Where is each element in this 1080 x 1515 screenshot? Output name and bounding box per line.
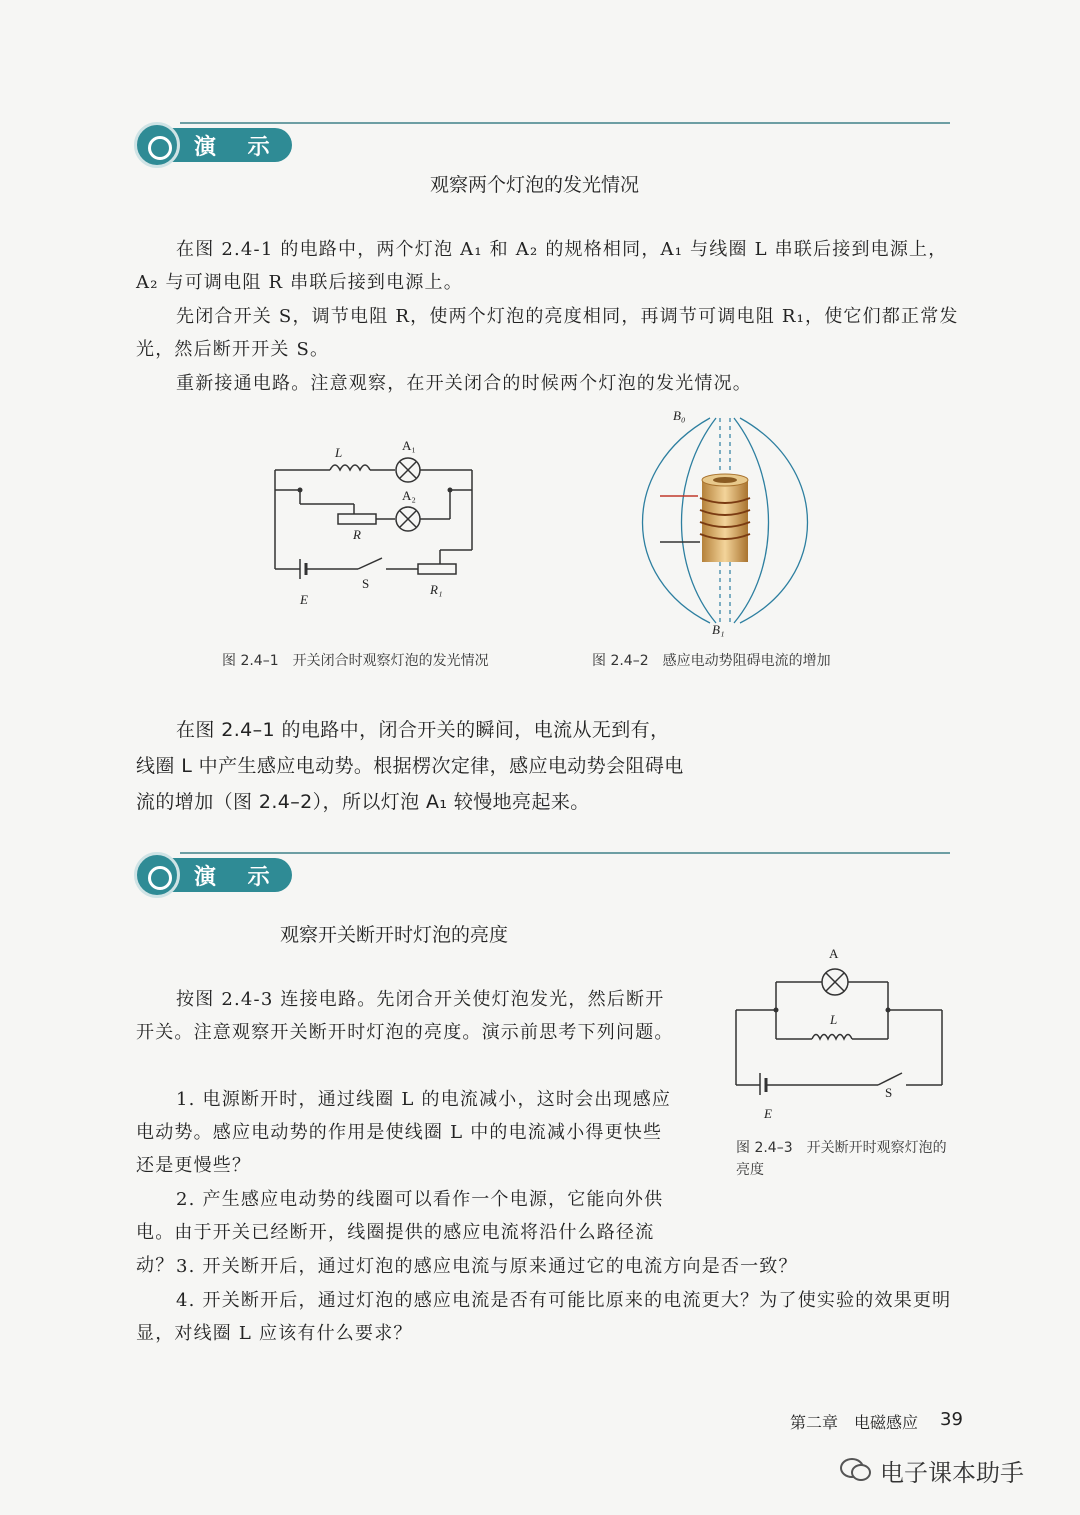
demo-title: 观察两个灯泡的发光情况 (430, 174, 640, 196)
label-A1: A₁ (402, 438, 416, 453)
paragraph: 重新接通电路。注意观察，在开关闭合的时候两个灯泡的发光情况。 (176, 373, 752, 394)
question-1: 1. 电源断开时，通过线圈 L 的电流减小，这时会出现感应电动势。感应电动势的作用是使线圈 L 中的电流减小得更快些还是更慢些？ (136, 1089, 672, 1176)
label-B1: B₁ (712, 622, 725, 637)
label-R1: R₁ (430, 582, 443, 597)
paragraph: 按图 2.4-3 连接电路。先闭合开关使灯泡发光，然后断开开关。注意观察开关断开时灯泡的亮度。演示前思考下列问题。 (136, 989, 674, 1043)
figure-caption: 图 2.4–3 开关断开时观察灯泡的亮度 (736, 1140, 947, 1178)
figure-caption: 图 2.4–1 开关闭合时观察灯泡的发光情况 (222, 653, 489, 669)
label-S: S (885, 1085, 893, 1100)
section-rule (180, 122, 950, 124)
page-number: 39 (940, 1409, 963, 1430)
demo-badge: 演 示 (134, 122, 294, 170)
chapter-footer: 第二章 电磁感应 (790, 1413, 919, 1432)
question-4: 4. 开关断开后，通过灯泡的感应电流是否有可能比原来的电流更大？为了使实验的效果更明显，对线圈 L 应该有什么要求？ (136, 1290, 952, 1344)
circuit-diagram-2-4-1 (260, 430, 500, 610)
question-3: 3. 开关断开后，通过灯泡的感应电流与原来通过它的电流方向是否一致？ (176, 1256, 798, 1277)
paragraph: 先闭合开关 S，调节电阻 R，使两个灯泡的亮度相同，再调节可调电阻 R₁，使它们都正常发光，然后断开开关 S。 (136, 306, 959, 360)
label-L: L (830, 1012, 838, 1027)
label-E: E (300, 592, 308, 607)
label-B0: B₀ (673, 408, 686, 423)
section-rule (180, 852, 950, 854)
explanation-paragraph: 在图 2.4–1 的电路中，闭合开关的瞬间，电流从无到有，线圈 L 中产生感应电动势。根据楞次定律，感应电动势会阻碍电流的增加（图 2.4–2），所以灯泡 A₁ 较慢地亮起来。 (136, 719, 684, 813)
label-E: E (764, 1106, 772, 1121)
demo-badge: 演 示 (134, 852, 294, 900)
circuit-diagram-2-4-3 (730, 955, 950, 1095)
demo-title: 观察开关断开时灯泡的亮度 (280, 924, 509, 946)
label-A: A (829, 946, 839, 961)
label-L: L (335, 445, 343, 460)
label-S: S (362, 576, 370, 591)
watermark-text: 电子课本助手 (880, 1459, 1024, 1487)
figure-caption: 图 2.4–2 感应电动势阻碍电流的增加 (592, 653, 831, 669)
paragraph: 在图 2.4-1 的电路中，两个灯泡 A₁ 和 A₂ 的规格相同，A₁ 与线圈 L 串联后接到电源上，A₂ 与可调电阻 R 串联后接到电源上。 (136, 239, 948, 293)
question-2: 2. 产生感应电动势的线圈可以看作一个电源，它能向外供电。由于开关已经断开，线圈提供的感应电流将沿什么路径流动？ (136, 1189, 664, 1276)
solenoid-field-diagram (640, 408, 810, 633)
label-R: R (353, 527, 361, 542)
label-A2: A₂ (402, 488, 416, 503)
wechat-icon (840, 1456, 870, 1480)
